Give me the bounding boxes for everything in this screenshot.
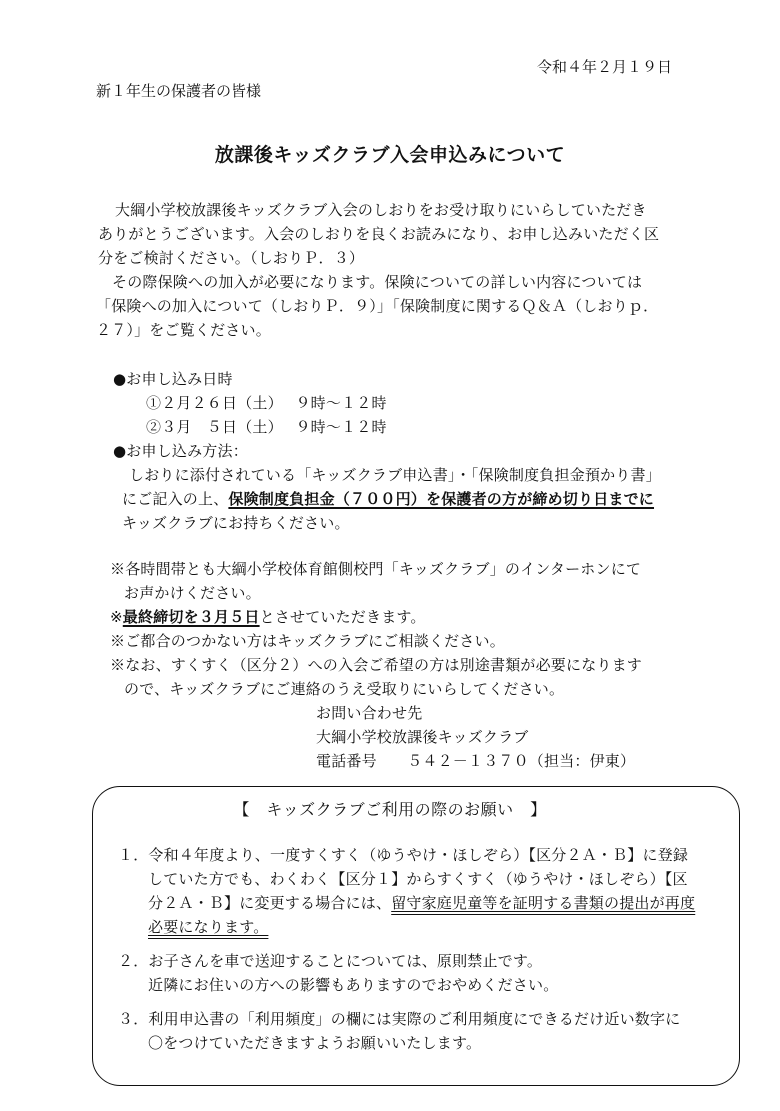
request-1-line-2: していた方でも、わくわく【区分１】からすくすく（ゆうやけ・ほしぞら）【区 xyxy=(148,870,688,888)
intro-line-2: ありがとうございます。入会のしおりを良くお読みになり、お申し込みいただく区 xyxy=(98,225,660,243)
schedule-date-2: ②３月 ５日（土） ９時～１２時 xyxy=(146,418,387,436)
intro-line-4: その際保険への加入が必要になります。保険についての詳しい内容については xyxy=(112,273,643,291)
note-4-line-2: ので、キッズクラブにご連絡のうえ受取りにいらしてください。 xyxy=(124,680,565,698)
request-1-line-3 xyxy=(148,890,695,916)
deadline-emphasis: 最終締切を３月５日 xyxy=(122,608,260,626)
intro-line-1: 大綱小学校放課後キッズクラブ入会のしおりをお受け取りにいらしていただき xyxy=(115,201,647,219)
note-2-mark: ※ xyxy=(110,608,123,626)
method-line-2 xyxy=(122,486,654,512)
request-3-line-1: ３．利用申込書の「利用頻度」の欄には実際のご利用頻度にできるだけ近い数字に xyxy=(118,1010,681,1028)
recipient-line: 新１年生の保護者の皆様 xyxy=(96,82,262,100)
issue-date: 令和４年２月１９日 xyxy=(536,58,672,76)
request-2-line-2: 近隣にお住いの方への影響もありますのでおやめください。 xyxy=(148,976,559,994)
schedule-heading: ●お申し込み日時 xyxy=(113,370,233,388)
note-3: ※ご都合のつかない方はキッズクラブにご相談ください。 xyxy=(110,632,505,650)
contact-phone: 電話番号 ５４２－１３７０（担当：伊東） xyxy=(316,752,636,770)
method-line-1: しおりに添付されている「キッズクラブ申込書」・「保険制度負担金預かり書」 xyxy=(129,466,661,484)
request-1-line-1: １．令和４年度より、一度すくすく（ゆうやけ・ほしぞら）【区分２Ａ・Ｂ】に登録 xyxy=(118,846,689,864)
request-1-line-3-prefix: 分２Ａ・Ｂ】に変更する場合には、 xyxy=(148,894,392,912)
method-heading: ●お申し込み方法： xyxy=(113,442,248,460)
intro-line-5: 「保険への加入について（しおりＰ．９）」「保険制度に関するＱ＆Ａ（しおりｐ． xyxy=(96,297,659,315)
method-line-3: キッズクラブにお持ちください。 xyxy=(122,514,350,532)
method-line-2-prefix: にご記入の上、 xyxy=(122,490,229,508)
document-emphasis: 留守家庭児童等を証明する書類の提出が再度 xyxy=(391,894,696,912)
page-title: 放課後キッズクラブ入会申込みについて xyxy=(214,144,566,166)
schedule-date-1: ①２月２６日（土） ９時～１２時 xyxy=(146,394,387,412)
intro-line-6: ２７）」をご覧ください。 xyxy=(96,321,271,339)
request-3-line-2: 〇をつけていただきますようお願いいたします。 xyxy=(148,1034,482,1052)
note-1-line-1: ※各時間帯とも大綱小学校体育館側校門「キッズクラブ」のインターホンにて xyxy=(110,560,642,578)
note-2 xyxy=(110,604,426,630)
note-1-line-2: お声かけください。 xyxy=(124,584,261,602)
note-4-line-1: ※なお、すくすく（区分２）への入会ご希望の方は別途書類が必要になります xyxy=(110,656,643,674)
note-2-rest: とさせていただきます。 xyxy=(259,608,426,626)
intro-line-3: 分をご検討ください。（しおりＰ．３） xyxy=(98,249,365,267)
contact-org: 大綱小学校放課後キッズクラブ xyxy=(316,728,529,746)
request-1-line-4 xyxy=(148,914,268,940)
box-title: 【 キッズクラブご利用の際のお願い 】 xyxy=(233,800,547,819)
document-emphasis-end: 必要になります。 xyxy=(148,918,269,936)
request-2-line-1: ２．お子さんを車で送迎することについては、原則禁止です。 xyxy=(118,952,543,970)
fee-emphasis: 保険制度負担金（７００円）を保護者の方が締め切り日までに xyxy=(228,490,655,508)
contact-label: お問い合わせ先 xyxy=(316,704,423,722)
